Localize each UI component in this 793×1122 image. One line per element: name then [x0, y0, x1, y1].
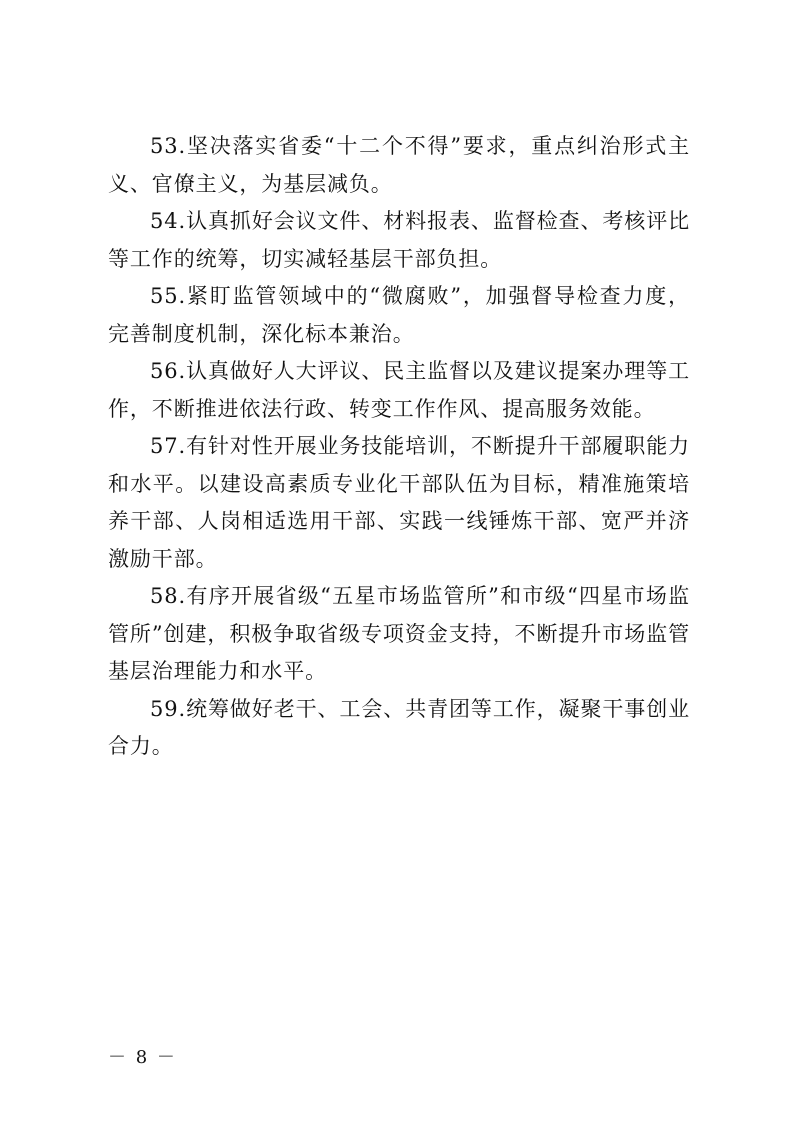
- page-number: － 8 －: [108, 1047, 177, 1068]
- paragraph-item-53: 53.坚决落实省委“十二个不得”要求，重点纠治形式主义、官僚主义，为基层减负。: [108, 134, 690, 196]
- paragraph-item-58: 58.有序开展省级“五星市场监管所”和市级“四星市场监管所”创建，积极争取省级专项资金支持，不断提升市场监管基层治理能力和水平。: [108, 584, 690, 683]
- document-body: [108, 128, 690, 766]
- paragraph-item-55: 55.紧盯监管领域中的“微腐败”，加强督导检查力度，完善制度机制，深化标本兼治。: [108, 284, 690, 346]
- paragraph-item-57: 57.有针对性开展业务技能培训，不断提升干部履职能力和水平。以建设高素质专业化干部队伍为目标，精准施策培养干部、人岗相适选用干部、实践一线锤炼干部、宽严并济激励干部。: [108, 434, 690, 571]
- paragraph-item-59: 59.统筹做好老干、工会、共青团等工作，凝聚干事创业合力。: [108, 696, 690, 758]
- paragraph-item-54: 54.认真抓好会议文件、材料报表、监督检查、考核评比等工作的统筹，切实减轻基层干部负担。: [108, 209, 690, 271]
- paragraph-item-56: 56.认真做好人大评议、民主监督以及建议提案办理等工作，不断推进依法行政、转变工作作风、提高服务效能。: [108, 359, 690, 421]
